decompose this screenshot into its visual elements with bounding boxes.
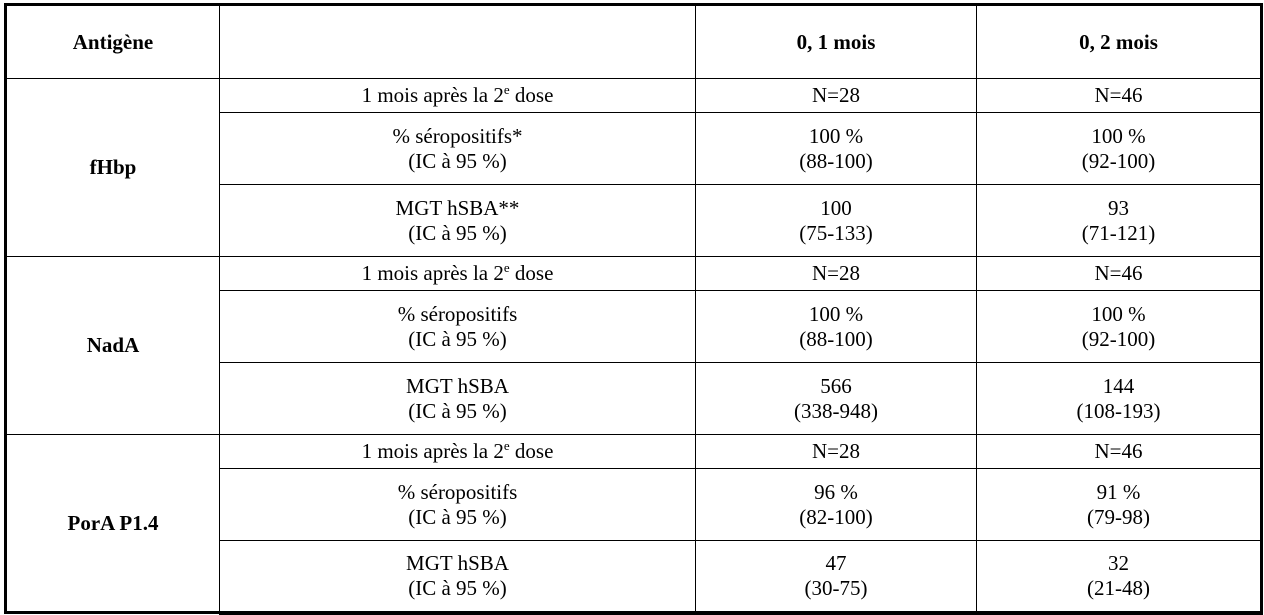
seropositive-ci-label: (IC à 95 %) <box>408 148 507 173</box>
timepoint-suffix: dose <box>509 83 554 108</box>
cell-seropositive-dose1 <box>696 291 977 363</box>
cell-seropositive-dose2 <box>977 291 1262 363</box>
antigen-name-nada: NadA <box>6 257 220 435</box>
gmt-ci-dose1: (338-948) <box>794 398 878 423</box>
cell-n-dose1: N=28 <box>696 79 977 113</box>
cell-gmt-dose1 <box>696 185 977 257</box>
gmt-value-dose1: 100 <box>820 195 852 220</box>
gmt-label: MGT hSBA <box>406 550 509 575</box>
timepoint-superscript: e <box>503 438 510 454</box>
gmt-value-dose1: 47 <box>825 550 847 575</box>
gmt-label: MGT hSBA <box>406 373 509 398</box>
gmt-value-dose2: 32 <box>1108 550 1129 575</box>
gmt-ci-dose1: (75-133) <box>799 220 873 245</box>
seropositive-ci-dose2: (92-100) <box>1081 148 1156 173</box>
gmt-value-dose2: 144 <box>1102 373 1135 398</box>
table-row <box>6 257 1262 291</box>
seropositive-value-dose1: 96 % <box>814 479 858 504</box>
seropositive-value-dose2: 100 % <box>1091 301 1146 326</box>
seropositive-ci-dose2: (92-100) <box>1081 326 1156 351</box>
gmt-ci-label: (IC à 95 %) <box>408 575 507 600</box>
gmt-ci-label: (IC à 95 %) <box>408 220 507 245</box>
seropositive-value-dose1: 100 % <box>808 123 864 148</box>
seropositive-value-dose2: 100 % <box>1091 123 1146 148</box>
gmt-ci-label: (IC à 95 %) <box>408 398 507 423</box>
header-schedule-2: 0, 2 mois <box>977 5 1262 79</box>
header-blank <box>220 5 696 79</box>
immunogenicity-table <box>4 3 1263 615</box>
gmt-ci-dose2: (108-193) <box>1076 398 1161 423</box>
cell-n-dose1: N=28 <box>696 435 977 469</box>
gmt-label: MGT hSBA** <box>395 195 520 220</box>
header-antigen: Antigène <box>6 5 220 79</box>
timepoint-superscript: e <box>503 82 510 98</box>
gmt-ci-dose2: (21-48) <box>1087 575 1150 600</box>
cell-n-dose2: N=46 <box>977 257 1262 291</box>
row-label-gmt <box>220 363 696 435</box>
antigen-name-fhbp: fHbp <box>6 79 220 257</box>
cell-seropositive-dose1 <box>696 469 977 541</box>
gmt-ci-dose1: (30-75) <box>804 575 868 600</box>
seropositive-label: % séropositifs* <box>392 123 523 148</box>
gmt-ci-dose2: (71-121) <box>1081 220 1156 245</box>
cell-seropositive-dose2 <box>977 113 1262 185</box>
seropositive-label: % séropositifs <box>397 479 518 504</box>
seropositive-ci-label: (IC à 95 %) <box>408 326 507 351</box>
row-label-seropositive <box>220 113 696 185</box>
row-label-timepoint <box>220 79 696 113</box>
seropositive-label: % séropositifs <box>397 301 518 326</box>
gmt-value-dose2: 93 <box>1108 195 1129 220</box>
seropositive-value-dose1: 100 % <box>808 301 864 326</box>
timepoint-suffix: dose <box>509 261 554 286</box>
seropositive-ci-dose1: (88-100) <box>799 148 873 173</box>
cell-gmt-dose2 <box>977 541 1262 613</box>
timepoint-superscript: e <box>503 260 510 276</box>
cell-n-dose2: N=46 <box>977 435 1262 469</box>
row-label-gmt <box>220 185 696 257</box>
antigen-name-pora: PorA P1.4 <box>6 435 220 613</box>
cell-gmt-dose1 <box>696 541 977 613</box>
cell-seropositive-dose2 <box>977 469 1262 541</box>
timepoint-prefix: 1 mois après la 2 <box>361 83 504 108</box>
cell-gmt-dose1 <box>696 363 977 435</box>
cell-gmt-dose2 <box>977 363 1262 435</box>
row-label-timepoint <box>220 257 696 291</box>
table-row <box>6 79 1262 113</box>
seropositive-value-dose2: 91 % <box>1096 479 1141 504</box>
cell-n-dose2: N=46 <box>977 79 1262 113</box>
seropositive-ci-dose1: (88-100) <box>799 326 873 351</box>
table-row <box>6 435 1262 469</box>
timepoint-suffix: dose <box>509 439 554 464</box>
seropositive-ci-label: (IC à 95 %) <box>408 504 507 529</box>
row-label-seropositive <box>220 291 696 363</box>
cell-n-dose1: N=28 <box>696 257 977 291</box>
row-label-timepoint <box>220 435 696 469</box>
seropositive-ci-dose1: (82-100) <box>799 504 873 529</box>
table-header-row <box>6 5 1262 79</box>
seropositive-ci-dose2: (79-98) <box>1087 504 1150 529</box>
cell-gmt-dose2 <box>977 185 1262 257</box>
row-label-seropositive <box>220 469 696 541</box>
row-label-gmt <box>220 541 696 613</box>
timepoint-prefix: 1 mois après la 2 <box>361 261 504 286</box>
timepoint-prefix: 1 mois après la 2 <box>361 439 504 464</box>
gmt-value-dose1: 566 <box>820 373 852 398</box>
header-schedule-1: 0, 1 mois <box>696 5 977 79</box>
cell-seropositive-dose1 <box>696 113 977 185</box>
